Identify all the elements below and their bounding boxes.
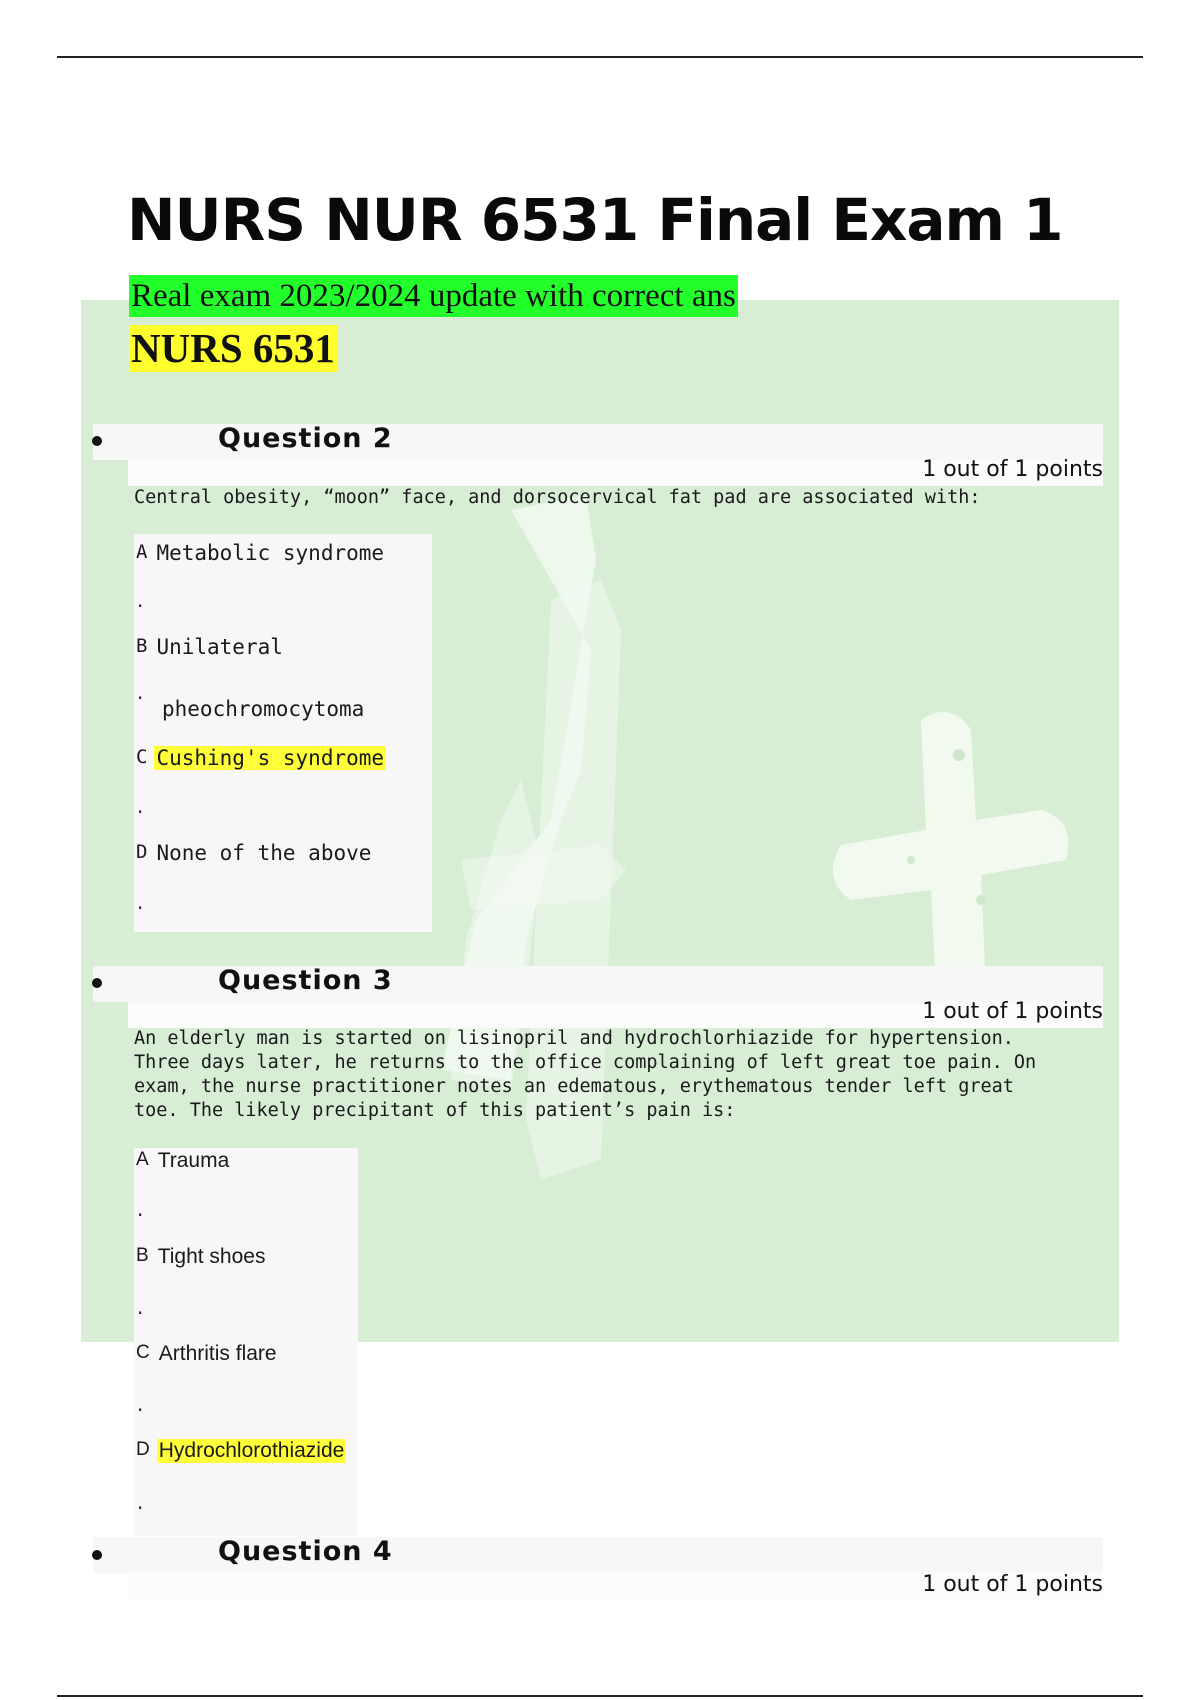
option-separator: · [137, 686, 144, 710]
option-text: Tight shoes [157, 1245, 266, 1268]
option-separator: . [137, 1295, 144, 1319]
option-separator: . [137, 890, 144, 914]
question-title: Question 2 [218, 423, 393, 454]
option-separator: . [137, 1490, 144, 1514]
bullet-icon [92, 436, 102, 446]
top-rule [57, 56, 1143, 58]
question-title: Question 4 [218, 1536, 393, 1567]
answer-option-b[interactable] [136, 635, 285, 659]
answer-option-b[interactable] [136, 1245, 267, 1269]
question-text: Central obesity, “moon” face, and dorsocervical fat pad are associated with: [134, 487, 981, 508]
option-text: Metabolic syndrome [156, 541, 385, 565]
option-text: Unilateral [156, 635, 283, 659]
answer-option-c[interactable] [136, 1342, 279, 1366]
option-separator: . [137, 1392, 144, 1416]
option-separator: . [137, 794, 144, 818]
option-text: None of the above [156, 841, 372, 865]
answer-option-a[interactable] [136, 541, 386, 565]
option-letter: C [136, 746, 148, 768]
option-text-continued: pheochromocytoma [162, 697, 365, 721]
option-separator: . [137, 588, 144, 612]
question-score: 1 out of 1 points [922, 999, 1103, 1024]
option-text: Arthritis flare [158, 1342, 277, 1365]
option-letter: D [136, 1439, 150, 1460]
option-letter: C [136, 1342, 150, 1363]
answer-option-c[interactable] [136, 746, 386, 770]
subtitle-highlight: Real exam 2023/2024 update with correct ans [129, 275, 738, 317]
bottom-rule [57, 1695, 1143, 1697]
question-score: 1 out of 1 points [922, 1572, 1103, 1597]
answer-option-d[interactable] [136, 1439, 346, 1463]
correct-answer-highlight: Cushing's syndrome [156, 746, 385, 770]
option-letter: A [136, 541, 148, 563]
answer-options-panel [134, 534, 432, 932]
question-score: 1 out of 1 points [922, 457, 1103, 482]
bullet-icon [92, 978, 102, 988]
course-tag: NURS 6531 [131, 325, 335, 371]
question-text: An elderly man is started on lisinopril and hydrochlorhiazide for hypertension. Three days later, he returns to the office complaining of left great toe pain. On exam, the nurse practitioner notes an edematous, erythematous tender left great toe. The likely precipitant of this patient’s pain is: [134, 1028, 1037, 1121]
document-title: NURS NUR 6531 Final Exam 1 [127, 186, 1063, 254]
correct-answer-highlight: Hydrochlorothiazide [158, 1439, 345, 1462]
option-letter: B [136, 1245, 149, 1266]
bullet-icon [92, 1550, 102, 1560]
option-letter: B [136, 635, 148, 657]
answer-option-d[interactable] [136, 841, 373, 865]
answer-option-b-continued [160, 697, 366, 721]
option-letter: D [136, 841, 148, 863]
answer-option-a[interactable] [136, 1149, 231, 1173]
question-title: Question 3 [218, 965, 393, 996]
option-text: Trauma [157, 1149, 230, 1172]
option-separator: . [137, 1197, 144, 1221]
option-letter: A [136, 1149, 149, 1170]
